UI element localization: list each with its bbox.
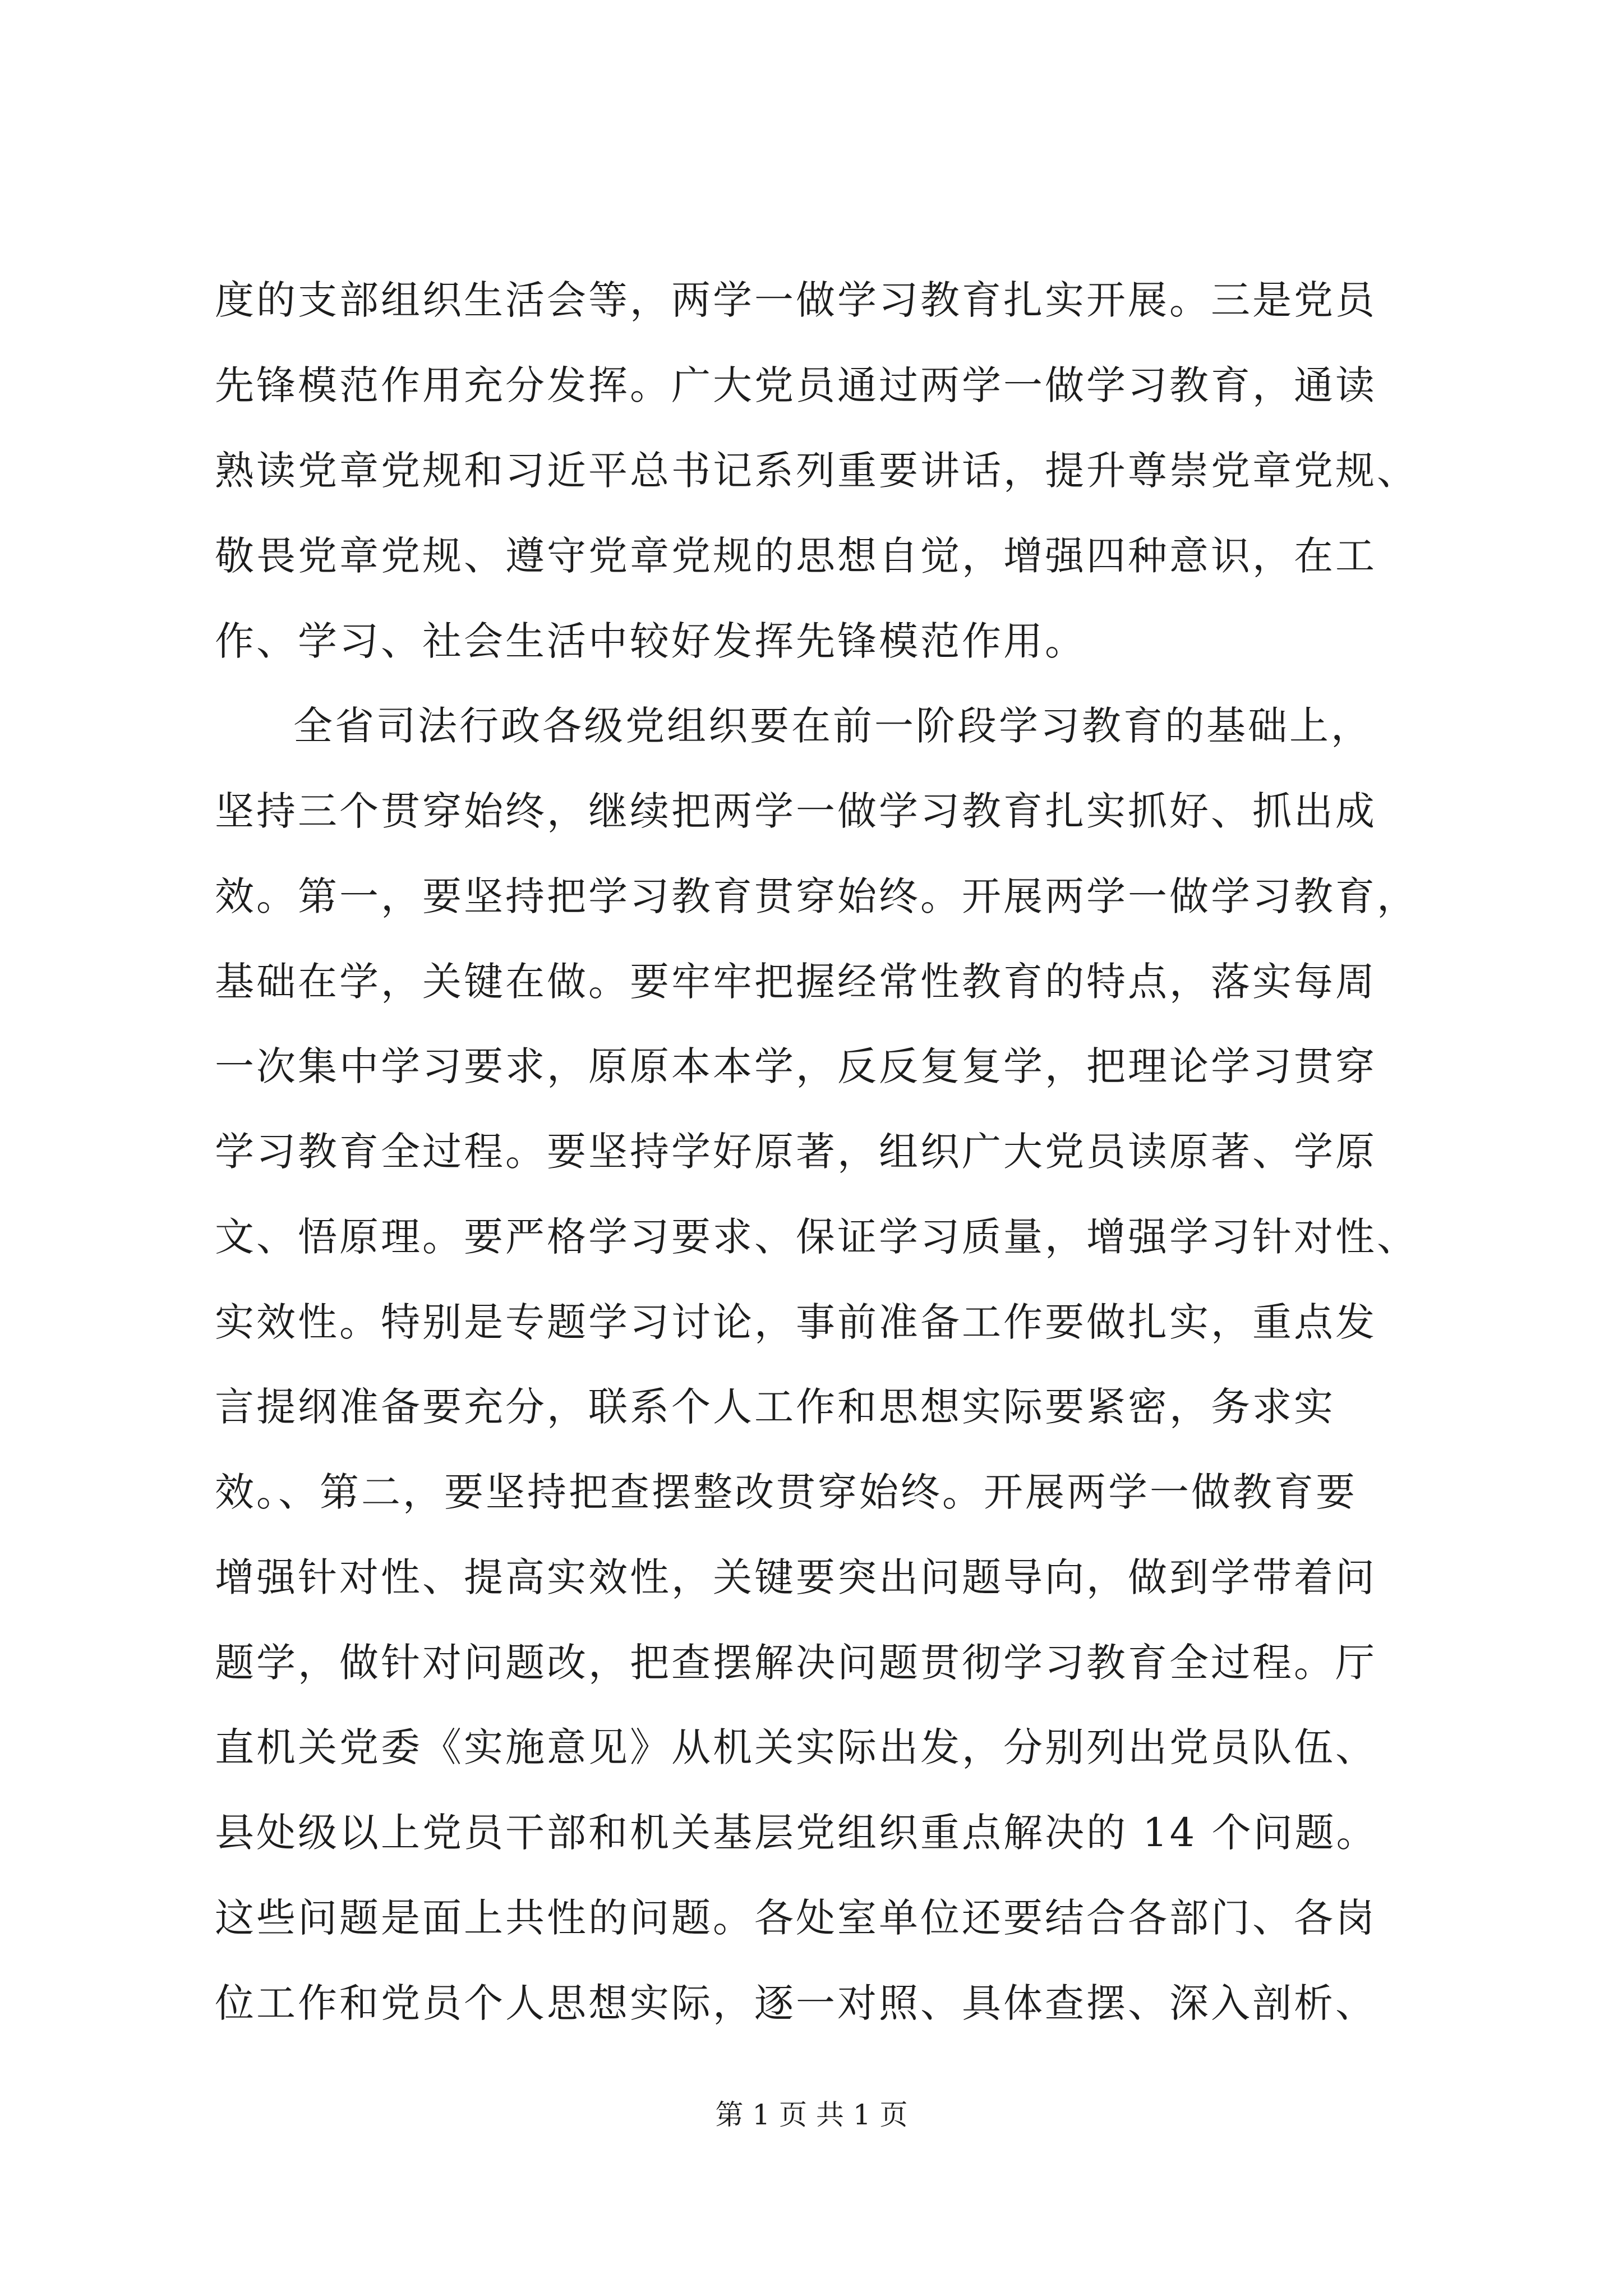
body-line: 作、学习、社会生活中较好发挥先锋模范作用。	[215, 618, 1086, 664]
body-line: 文、悟原理。要严格学习要求、保证学习质量，增强学习针对性、	[215, 1214, 1418, 1260]
body-line: 实效性。特别是专题学习讨论，事前准备工作要做扎实，重点发	[215, 1299, 1377, 1345]
body-line: 学习教育全过程。要坚持学好原著，组织广大党员读原著、学原	[215, 1129, 1377, 1175]
body-line: 效。、第二，要坚持把查摆整改贯穿始终。开展两学一做教育要	[215, 1469, 1357, 1515]
body-line: 度的支部组织生活会等，两学一做学习教育扎实开展。三是党员	[215, 277, 1377, 323]
body-line: 一次集中学习要求，原原本本学，反反复复学，把理论学习贯穿	[215, 1043, 1377, 1089]
body-line: 熟读党章党规和习近平总书记系列重要讲话，提升尊崇党章党规、	[215, 448, 1418, 494]
body-line: 位工作和党员个人思想实际，逐一对照、具体查摆、深入剖析、	[215, 1980, 1377, 2026]
body-line: 题学，做针对问题改，把查摆解决问题贯彻学习教育全过程。厅	[215, 1640, 1377, 1686]
body-line: 先锋模范作用充分发挥。广大党员通过两学一做学习教育，通读	[215, 362, 1377, 408]
body-line: 这些问题是面上共性的问题。各处室单位还要结合各部门、各岗	[215, 1895, 1377, 1941]
body-line: 增强针对性、提高实效性，关键要突出问题导向，做到学带着问	[215, 1554, 1377, 1600]
body-line: 敬畏党章党规、遵守党章党规的思想自觉，增强四种意识，在工	[215, 533, 1377, 579]
body-line: 坚持三个贯穿始终，继续把两学一做学习教育扎实抓好、抓出成	[215, 788, 1377, 834]
body-line: 直机关党委《实施意见》从机关实际出发，分别列出党员队伍、	[215, 1724, 1377, 1770]
body-line: 效。第一，要坚持把学习教育贯穿始终。开展两学一做学习教育，	[215, 873, 1418, 919]
paragraph-first-line: 全省司法行政各级党组织要在前一阶段学习教育的基础上，	[293, 703, 1372, 749]
body-line: 基础在学，关键在做。要牢牢把握经常性教育的特点，落实每周	[215, 959, 1377, 1005]
body-line: 言提纲准备要充分，联系个人工作和思想实际要紧密，务求实	[215, 1384, 1335, 1430]
page-number-footer: 第 1 页 共 1 页	[715, 2099, 908, 2131]
body-line: 县处级以上党员干部和机关基层党组织重点解决的 14 个问题。	[215, 1810, 1378, 1856]
